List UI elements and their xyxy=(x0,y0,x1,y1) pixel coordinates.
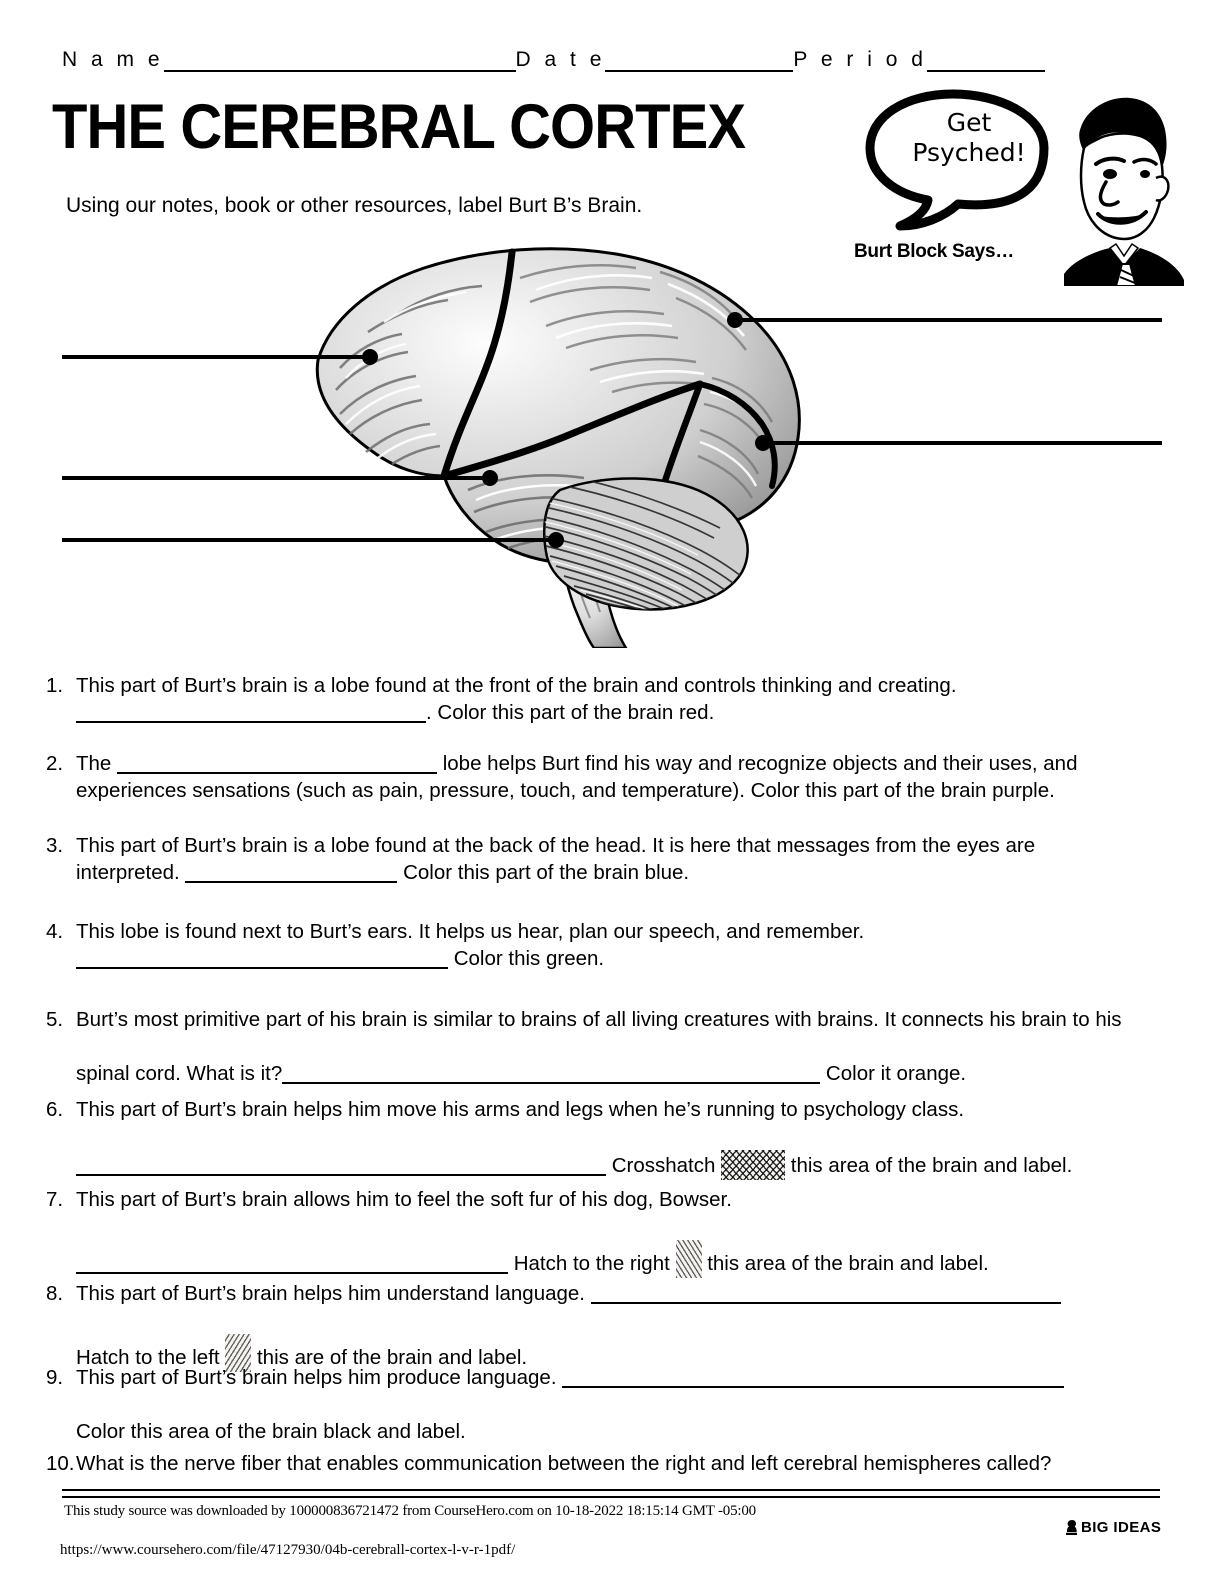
answer-blank[interactable] xyxy=(562,1366,1064,1388)
thinker-silhouette-icon xyxy=(1063,1519,1079,1536)
leader-dot-left-1 xyxy=(362,349,378,365)
question-item xyxy=(46,1280,1186,1372)
big-ideas-logo xyxy=(1063,1519,1161,1536)
question-text: This part of Burt’s brain helps him produce language. xyxy=(76,1366,563,1389)
brain-diagram xyxy=(0,228,1224,648)
question-text: This part of Burt’s brain is a lobe found at the front of the brain and controls thinking and creating. xyxy=(76,674,957,697)
brain-illustration xyxy=(0,228,1224,648)
question-item xyxy=(46,750,1186,804)
question-number: 7. xyxy=(46,1188,64,1211)
answer-blank[interactable] xyxy=(117,752,437,774)
question-text: The xyxy=(76,752,118,775)
question-number: 8. xyxy=(46,1282,64,1305)
question-text: Color this green. xyxy=(448,947,605,970)
question-item xyxy=(46,1006,1186,1087)
question-body xyxy=(76,750,1186,804)
answer-blank[interactable] xyxy=(76,947,448,969)
question-item xyxy=(46,1450,1186,1477)
question-text: Hatch to the right xyxy=(508,1252,676,1275)
question-item xyxy=(46,1096,1186,1180)
question-text: this area of the brain and label. xyxy=(785,1154,1073,1177)
question-text: spinal cord. What is it? xyxy=(76,1062,283,1085)
question-number: 1. xyxy=(46,674,64,697)
big-ideas-logo-text: BIG IDEAS xyxy=(1081,1519,1162,1536)
date-label: D a t e xyxy=(515,48,606,71)
question-item xyxy=(46,672,1186,726)
question-text: Burt’s most primitive part of his brain is similar to brains of all living creatures with brains. It connects his brain to his xyxy=(76,1008,1122,1031)
question-text: . Color this part of the brain red. xyxy=(426,701,715,724)
leader-dot-left-2 xyxy=(482,470,498,486)
footer-divider xyxy=(62,1496,1160,1498)
name-label: N a m e xyxy=(62,48,164,71)
speech-bubble xyxy=(870,94,1044,226)
question-text: This part of Burt’s brain helps him understand language. xyxy=(76,1282,591,1305)
period-label: P e r i o d xyxy=(793,48,927,71)
question-body xyxy=(76,832,1186,886)
question-text: Hatch to the left xyxy=(76,1346,226,1369)
question-text: This lobe is found next to Burt’s ears. It helps us hear, plan our speech, and remember. xyxy=(76,920,865,943)
question-number: 9. xyxy=(46,1366,64,1389)
answer-blank[interactable] xyxy=(591,1282,1061,1304)
question-text: Color this part of the brain blue. xyxy=(397,861,690,884)
instructions-text: Using our notes, book or other resources, label Burt B’s Brain. xyxy=(66,194,643,217)
question-text: lobe helps Burt find his way and recognize objects and their uses, and xyxy=(437,752,1078,775)
question-text: this are of the brain and label. xyxy=(251,1346,528,1369)
date-input-line[interactable] xyxy=(605,50,793,72)
question-body xyxy=(76,1280,1186,1372)
answer-blank[interactable] xyxy=(76,1154,606,1176)
hatch-right-swatch-icon xyxy=(676,1240,702,1278)
question-number: 5. xyxy=(46,1008,64,1031)
question-body xyxy=(76,672,1186,726)
bubble-line-1: Get xyxy=(946,108,992,137)
question-body xyxy=(76,1364,1186,1445)
question-number: 3. xyxy=(46,834,64,857)
question-text: This part of Burt’s brain is a lobe found at the back of the head. It is here that messages from the eyes are xyxy=(76,834,1036,857)
question-item xyxy=(46,918,1186,972)
question-item xyxy=(46,1186,1186,1278)
question-number: 4. xyxy=(46,920,64,943)
name-input-line[interactable] xyxy=(164,50,516,72)
question-text: This part of Burt’s brain helps him move his arms and legs when he’s running to psychology class. xyxy=(76,1098,965,1121)
period-input-line[interactable] xyxy=(927,50,1045,72)
crosshatch-swatch-icon xyxy=(721,1150,785,1180)
answer-blank[interactable] xyxy=(185,861,397,883)
question-text: Color this area of the brain black and label. xyxy=(76,1420,466,1443)
question-body xyxy=(76,1450,1186,1477)
question-number: 10. xyxy=(46,1452,75,1475)
leader-dot-left-3 xyxy=(548,532,564,548)
question-text: experiences sensations (such as pain, pressure, touch, and temperature). Color this part of the brain purple. xyxy=(76,779,1055,802)
question-number: 6. xyxy=(46,1098,64,1121)
download-note: This study source was downloaded by 100000836721472 from CourseHero.com on 10-18-2022 18:15:14 GMT -05:00 xyxy=(64,1503,756,1519)
question-text: this area of the brain and label. xyxy=(701,1252,989,1275)
answer-blank[interactable] xyxy=(282,1062,820,1084)
student-info-row xyxy=(62,38,1160,74)
question-body xyxy=(76,1006,1186,1087)
question-text: This part of Burt’s brain allows him to feel the soft fur of his dog, Bowser. xyxy=(76,1188,732,1211)
question-text: Color it orange. xyxy=(820,1062,967,1085)
leader-dot-right-1 xyxy=(727,312,743,328)
bubble-line-2: Psyched! xyxy=(912,138,1026,167)
question-text: Crosshatch xyxy=(606,1154,722,1177)
answer-blank[interactable] xyxy=(76,701,426,723)
answer-blank[interactable] xyxy=(62,1489,1160,1491)
answer-blank[interactable] xyxy=(76,1252,508,1274)
question-text: interpreted. xyxy=(76,861,186,884)
question-body xyxy=(76,918,1186,972)
page-title: THE CEREBRAL CORTEX xyxy=(52,92,746,162)
mascot-caption: Burt Block Says… xyxy=(854,241,1014,262)
question-body xyxy=(76,1186,1186,1278)
mascot-eye-far xyxy=(1140,170,1150,178)
question-item xyxy=(46,1364,1186,1445)
leader-dot-right-2 xyxy=(755,435,771,451)
question-item xyxy=(46,832,1186,886)
mascot-eye xyxy=(1103,169,1117,179)
question-body xyxy=(76,1096,1186,1180)
source-url[interactable]: https://www.coursehero.com/file/47127930/04b-cerebrall-cortex-l-v-r-1pdf/ xyxy=(60,1542,516,1558)
question-number: 2. xyxy=(46,752,64,775)
question-text: What is the nerve fiber that enables communication between the right and left cerebral hemispheres called? xyxy=(76,1452,1052,1475)
mascot-ear xyxy=(1156,177,1168,201)
